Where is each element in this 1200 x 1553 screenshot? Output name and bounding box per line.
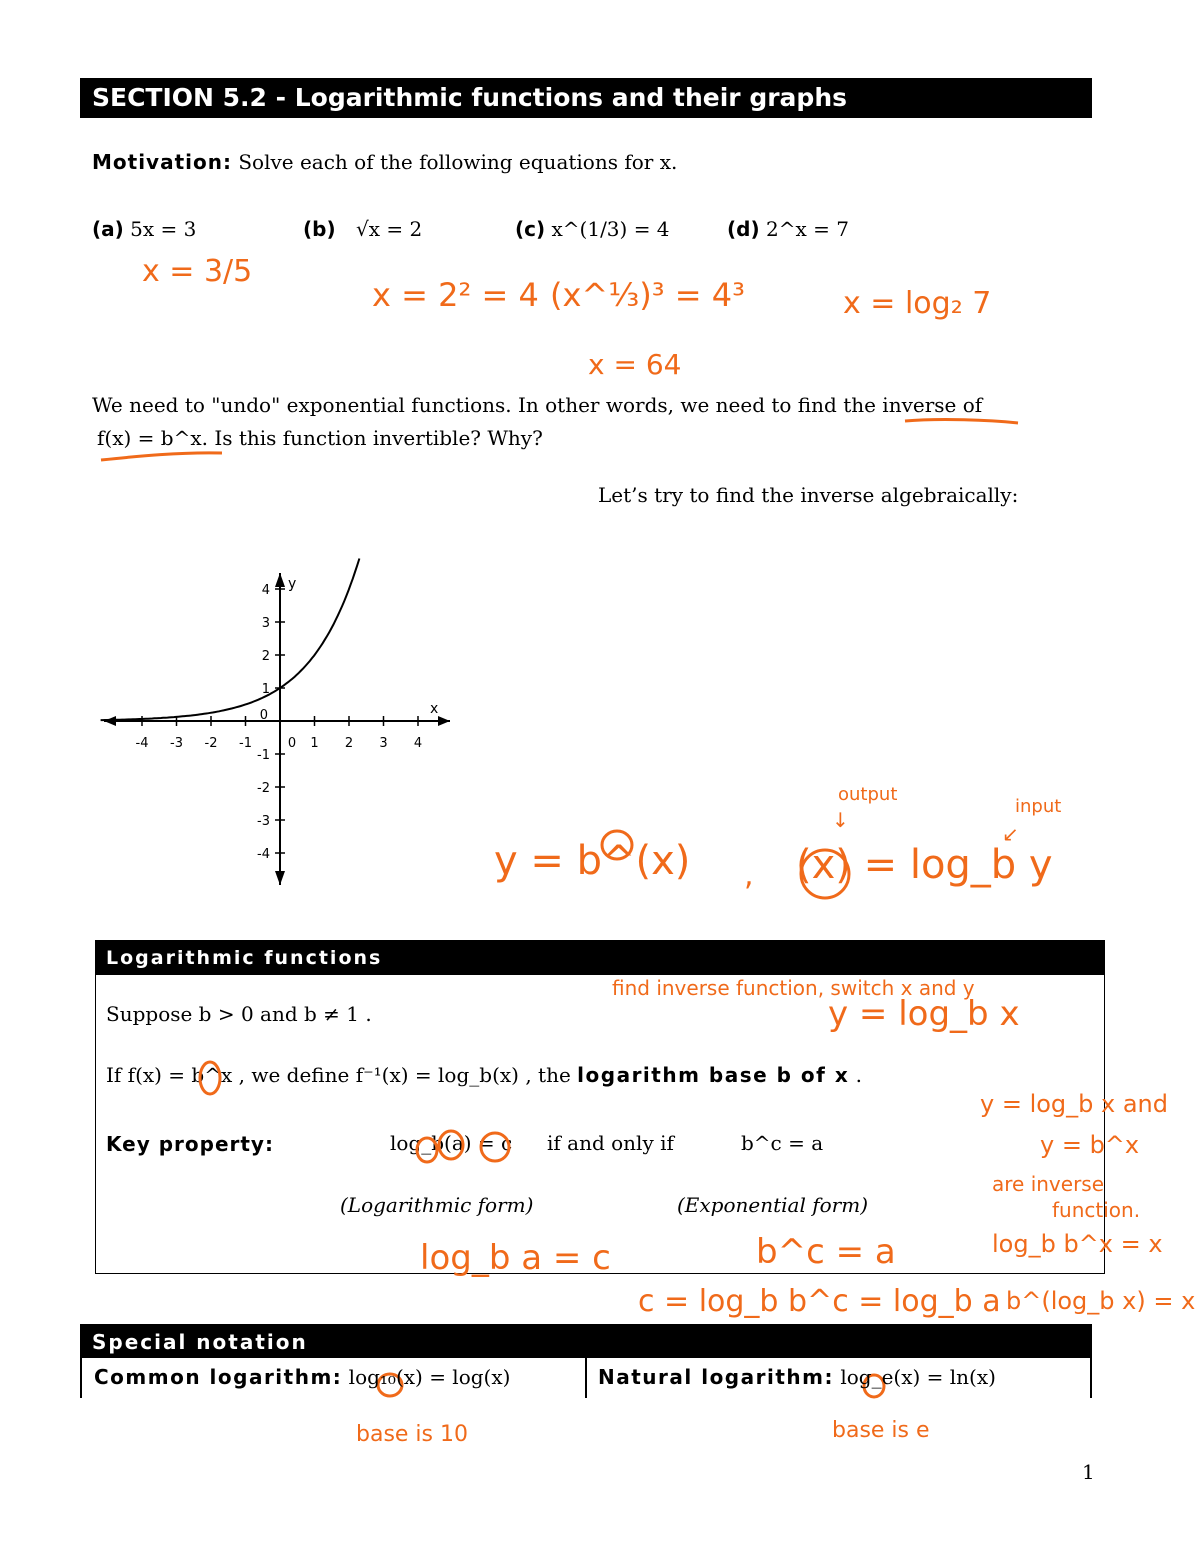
answer-c1: (x^⅓)³ = 4³ xyxy=(550,276,745,314)
base-10-note: base is 10 xyxy=(356,1422,468,1447)
natural-log-label: Natural logarithm: xyxy=(598,1365,834,1389)
y-axis-arrow-down xyxy=(275,871,285,885)
problem-a-equation: 5x = 3 xyxy=(130,217,197,241)
y-tick-label: -1 xyxy=(257,748,270,763)
log-form-label: (Logarithmic form) xyxy=(340,1193,534,1217)
problem-a-label: (a) xyxy=(92,217,124,241)
y-tick-label: 3 xyxy=(261,616,270,631)
exponential-curve xyxy=(101,559,360,721)
eq-y-b-x: y = b^(x) xyxy=(494,838,691,884)
are-inverse-4: function. xyxy=(1052,1198,1141,1222)
base-e-note: base is e xyxy=(832,1418,930,1443)
log-form-hw: log_b a = c xyxy=(420,1238,611,1278)
motivation-text: Solve each of the following equations for x. xyxy=(238,150,678,174)
y-tick-label: -3 xyxy=(257,814,270,829)
motivation-label: Motivation: xyxy=(92,150,232,174)
y-axis-arrow-up xyxy=(275,573,285,587)
x-tick-label: -3 xyxy=(170,736,183,751)
input-arrow: ↙ xyxy=(1002,822,1019,846)
answer-c2: x = 64 xyxy=(588,348,682,381)
exponential-graph xyxy=(100,555,470,895)
c-eq-hw: c = log_b b^c = log_b a xyxy=(638,1284,1001,1319)
x-tick-label: 0 xyxy=(287,736,297,751)
b-logbx-note: b^(log_b x) = x xyxy=(1006,1287,1196,1315)
log-box-title: Logarithmic functions xyxy=(106,947,383,969)
x-tick-label: 3 xyxy=(379,736,388,751)
x-tick-label: 4 xyxy=(413,736,423,751)
find-inverse-note: find inverse function, switch x and y xyxy=(612,976,975,1000)
define-bold: logarithm base b of x xyxy=(577,1063,850,1087)
input-label: input xyxy=(1015,796,1062,817)
are-inverse-3: are inverse xyxy=(992,1172,1105,1196)
problem-c-equation: x^(1/3) = 4 xyxy=(551,217,670,241)
y-log-note: y = log_b x xyxy=(828,994,1020,1034)
underline-inverse-of xyxy=(905,420,1018,423)
x-tick-label: -2 xyxy=(204,736,218,751)
y-tick-label: -2 xyxy=(257,781,270,796)
log-box-header xyxy=(96,941,1104,975)
natural-log xyxy=(598,1365,996,1389)
key-property-label: Key property: xyxy=(106,1132,274,1156)
special-middle-border xyxy=(585,1358,587,1398)
problem-b-equation: √x = 2 xyxy=(355,217,423,241)
eq-x-log-y: (x) = log_b y xyxy=(796,842,1053,888)
problem-d-label: (d) xyxy=(727,217,760,241)
special-notation-title: Special notation xyxy=(92,1330,308,1354)
suppose-line: Suppose b > 0 and b ≠ 1 . xyxy=(106,1002,372,1026)
algebra-prompt: Let’s try to find the inverse algebraically: xyxy=(598,483,1019,507)
logb-bx-note: log_b b^x = x xyxy=(992,1230,1163,1258)
exp-form-label: (Exponential form) xyxy=(677,1193,869,1217)
define-prefix: If f(x) = b^x , we define f⁻¹(x) = log_b(x) , the xyxy=(106,1063,571,1087)
underline-marks xyxy=(0,0,1200,480)
common-log xyxy=(94,1365,510,1389)
x-axis-label: x xyxy=(430,701,439,717)
define-line xyxy=(106,1063,862,1087)
special-left-border xyxy=(80,1358,82,1398)
are-inverse-2: y = b^x xyxy=(1040,1131,1140,1159)
key-log-eq: log_b(a) = c xyxy=(390,1131,513,1155)
origin-label: 0 xyxy=(259,708,268,723)
special-notation-header xyxy=(80,1324,1092,1358)
exp-form-hw: b^c = a xyxy=(756,1232,896,1272)
y-tick-label: 4 xyxy=(261,583,270,598)
are-inverse-1: y = log_b x and xyxy=(980,1090,1169,1118)
natural-log-eq: log_e(x) = ln(x) xyxy=(840,1365,996,1389)
x-tick-label: 1 xyxy=(310,736,319,751)
y-tick-label: 1 xyxy=(261,682,270,697)
answer-a: x = 3/5 xyxy=(142,254,253,289)
inverse-line-2: f(x) = b^x. Is this function invertible? Why? xyxy=(97,426,543,450)
answer-d: x = log₂ 7 xyxy=(843,286,992,321)
section-title: SECTION 5.2 - Logarithmic functions and their graphs xyxy=(92,83,848,112)
common-log-eq: log₁₀(x) = log(x) xyxy=(348,1365,511,1389)
y-axis-label: y xyxy=(288,576,297,592)
x-tick-label: -4 xyxy=(135,736,149,751)
problem-d-equation: 2^x = 7 xyxy=(765,217,849,241)
y-tick-label: -4 xyxy=(257,847,270,862)
x-tick-label: 2 xyxy=(344,736,354,751)
x-axis-arrow-right xyxy=(438,716,450,726)
output-label: output xyxy=(838,784,898,805)
common-log-label: Common logarithm: xyxy=(94,1365,343,1389)
x-tick-label: -1 xyxy=(239,736,252,751)
comma-mark: , xyxy=(744,858,754,893)
underline-fx xyxy=(101,453,222,460)
problem-b-label: (b) xyxy=(303,217,336,241)
output-arrow: ↓ xyxy=(832,808,849,832)
inverse-line-1: We need to "undo" exponential functions. In other words, we need to find the inverse of xyxy=(92,393,983,417)
key-exp-eq: b^c = a xyxy=(741,1131,824,1155)
y-tick-label: 2 xyxy=(261,649,270,664)
answer-b: x = 2² = 4 xyxy=(372,276,539,314)
special-right-border xyxy=(1090,1358,1092,1398)
define-end: . xyxy=(855,1063,862,1087)
page-number: 1 xyxy=(1082,1460,1095,1484)
problem-c-label: (c) xyxy=(515,217,546,241)
iff-text: if and only if xyxy=(547,1131,674,1155)
